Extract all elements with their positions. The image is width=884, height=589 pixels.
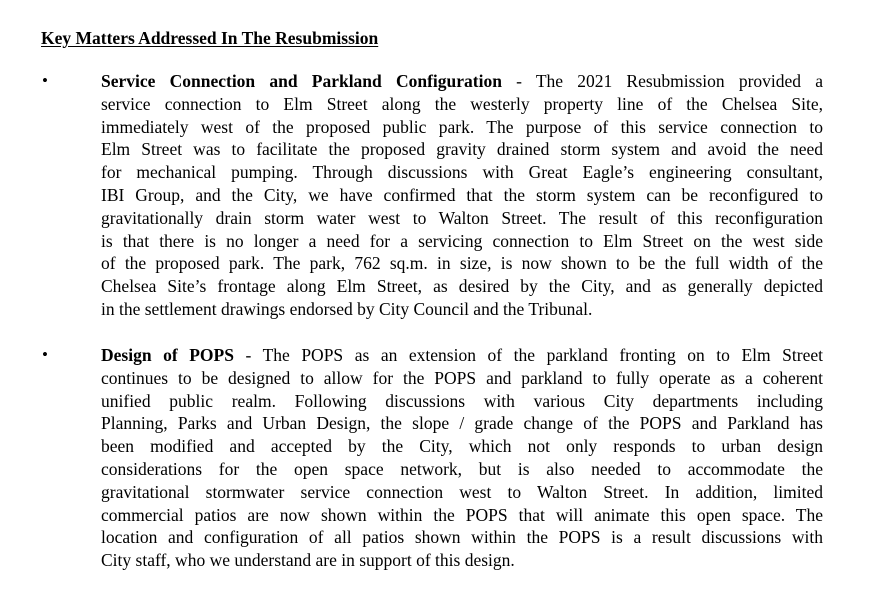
paragraph-line: unified public realm. Following discussions with various City departments including [101,390,823,411]
paragraph-line: Chelsea Site’s frontage along Elm Street, as desired by the City, and as generally depicted [101,276,823,297]
bullet-paragraph [101,344,823,572]
paragraph-line: of the proposed park. The park, 762 sq.m. in size, is now shown to be the full width of the [101,253,823,274]
line-text: - The 2021 Resubmission provided a [501,71,823,91]
paragraph-line: IBI Group, and the City, we have confirmed that the storm system can be reconfigured to [101,184,823,205]
paragraph-line: immediately west of the proposed public park. The purpose of this service connection to [101,116,823,137]
bullet-lead: Design of POPS [101,345,234,365]
paragraph-line: location and configuration of all patios shown within the POPS is a result discussions with [101,527,823,548]
paragraph-line: for mechanical pumping. Through discussions with Great Eagle’s engineering consultant, [101,162,823,183]
bullet-lead: Service Connection and Parkland Configuration [101,71,502,91]
paragraph-line [101,344,823,367]
paragraph-line: commercial patios are now shown within the POPS that will animate this open space. The [101,504,823,525]
bullet-icon: • [42,71,48,90]
section-heading: Key Matters Addressed In The Resubmission [41,28,379,48]
bullet-icon: • [42,345,48,364]
paragraph-line: Planning, Parks and Urban Design, the slope / grade change of the POPS and Parkland has [101,413,823,434]
paragraph-line: City staff, who we understand are in support of this design. [101,550,515,571]
paragraph-line: in the settlement drawings endorsed by City Council and the Tribunal. [101,298,593,319]
paragraph-line: been modified and accepted by the City, which not only responds to urban design [101,436,823,457]
paragraph-line: considerations for the open space network, but is also needed to accommodate the [101,458,823,479]
paragraph-line: is that there is no longer a need for a servicing connection to Elm Street on the west side [101,230,823,251]
paragraph-line: Elm Street was to facilitate the proposed gravity drained storm system and avoid the need [101,139,823,160]
paragraph-line [101,70,823,93]
paragraph-line: service connection to Elm Street along the westerly property line of the Chelsea Site, [101,93,823,114]
paragraph-line: continues to be designed to allow for the POPS and parkland to fully operate as a coherent [101,367,823,388]
paragraph-line: gravitationally drain storm water west to Walton Street. The result of this reconfiguration [101,207,823,228]
line-text: - The POPS as an extension of the parkland fronting on to Elm Street [233,345,823,365]
paragraph-line: gravitational stormwater service connection west to Walton Street. In addition, limited [101,481,823,502]
bullet-paragraph [101,70,823,321]
